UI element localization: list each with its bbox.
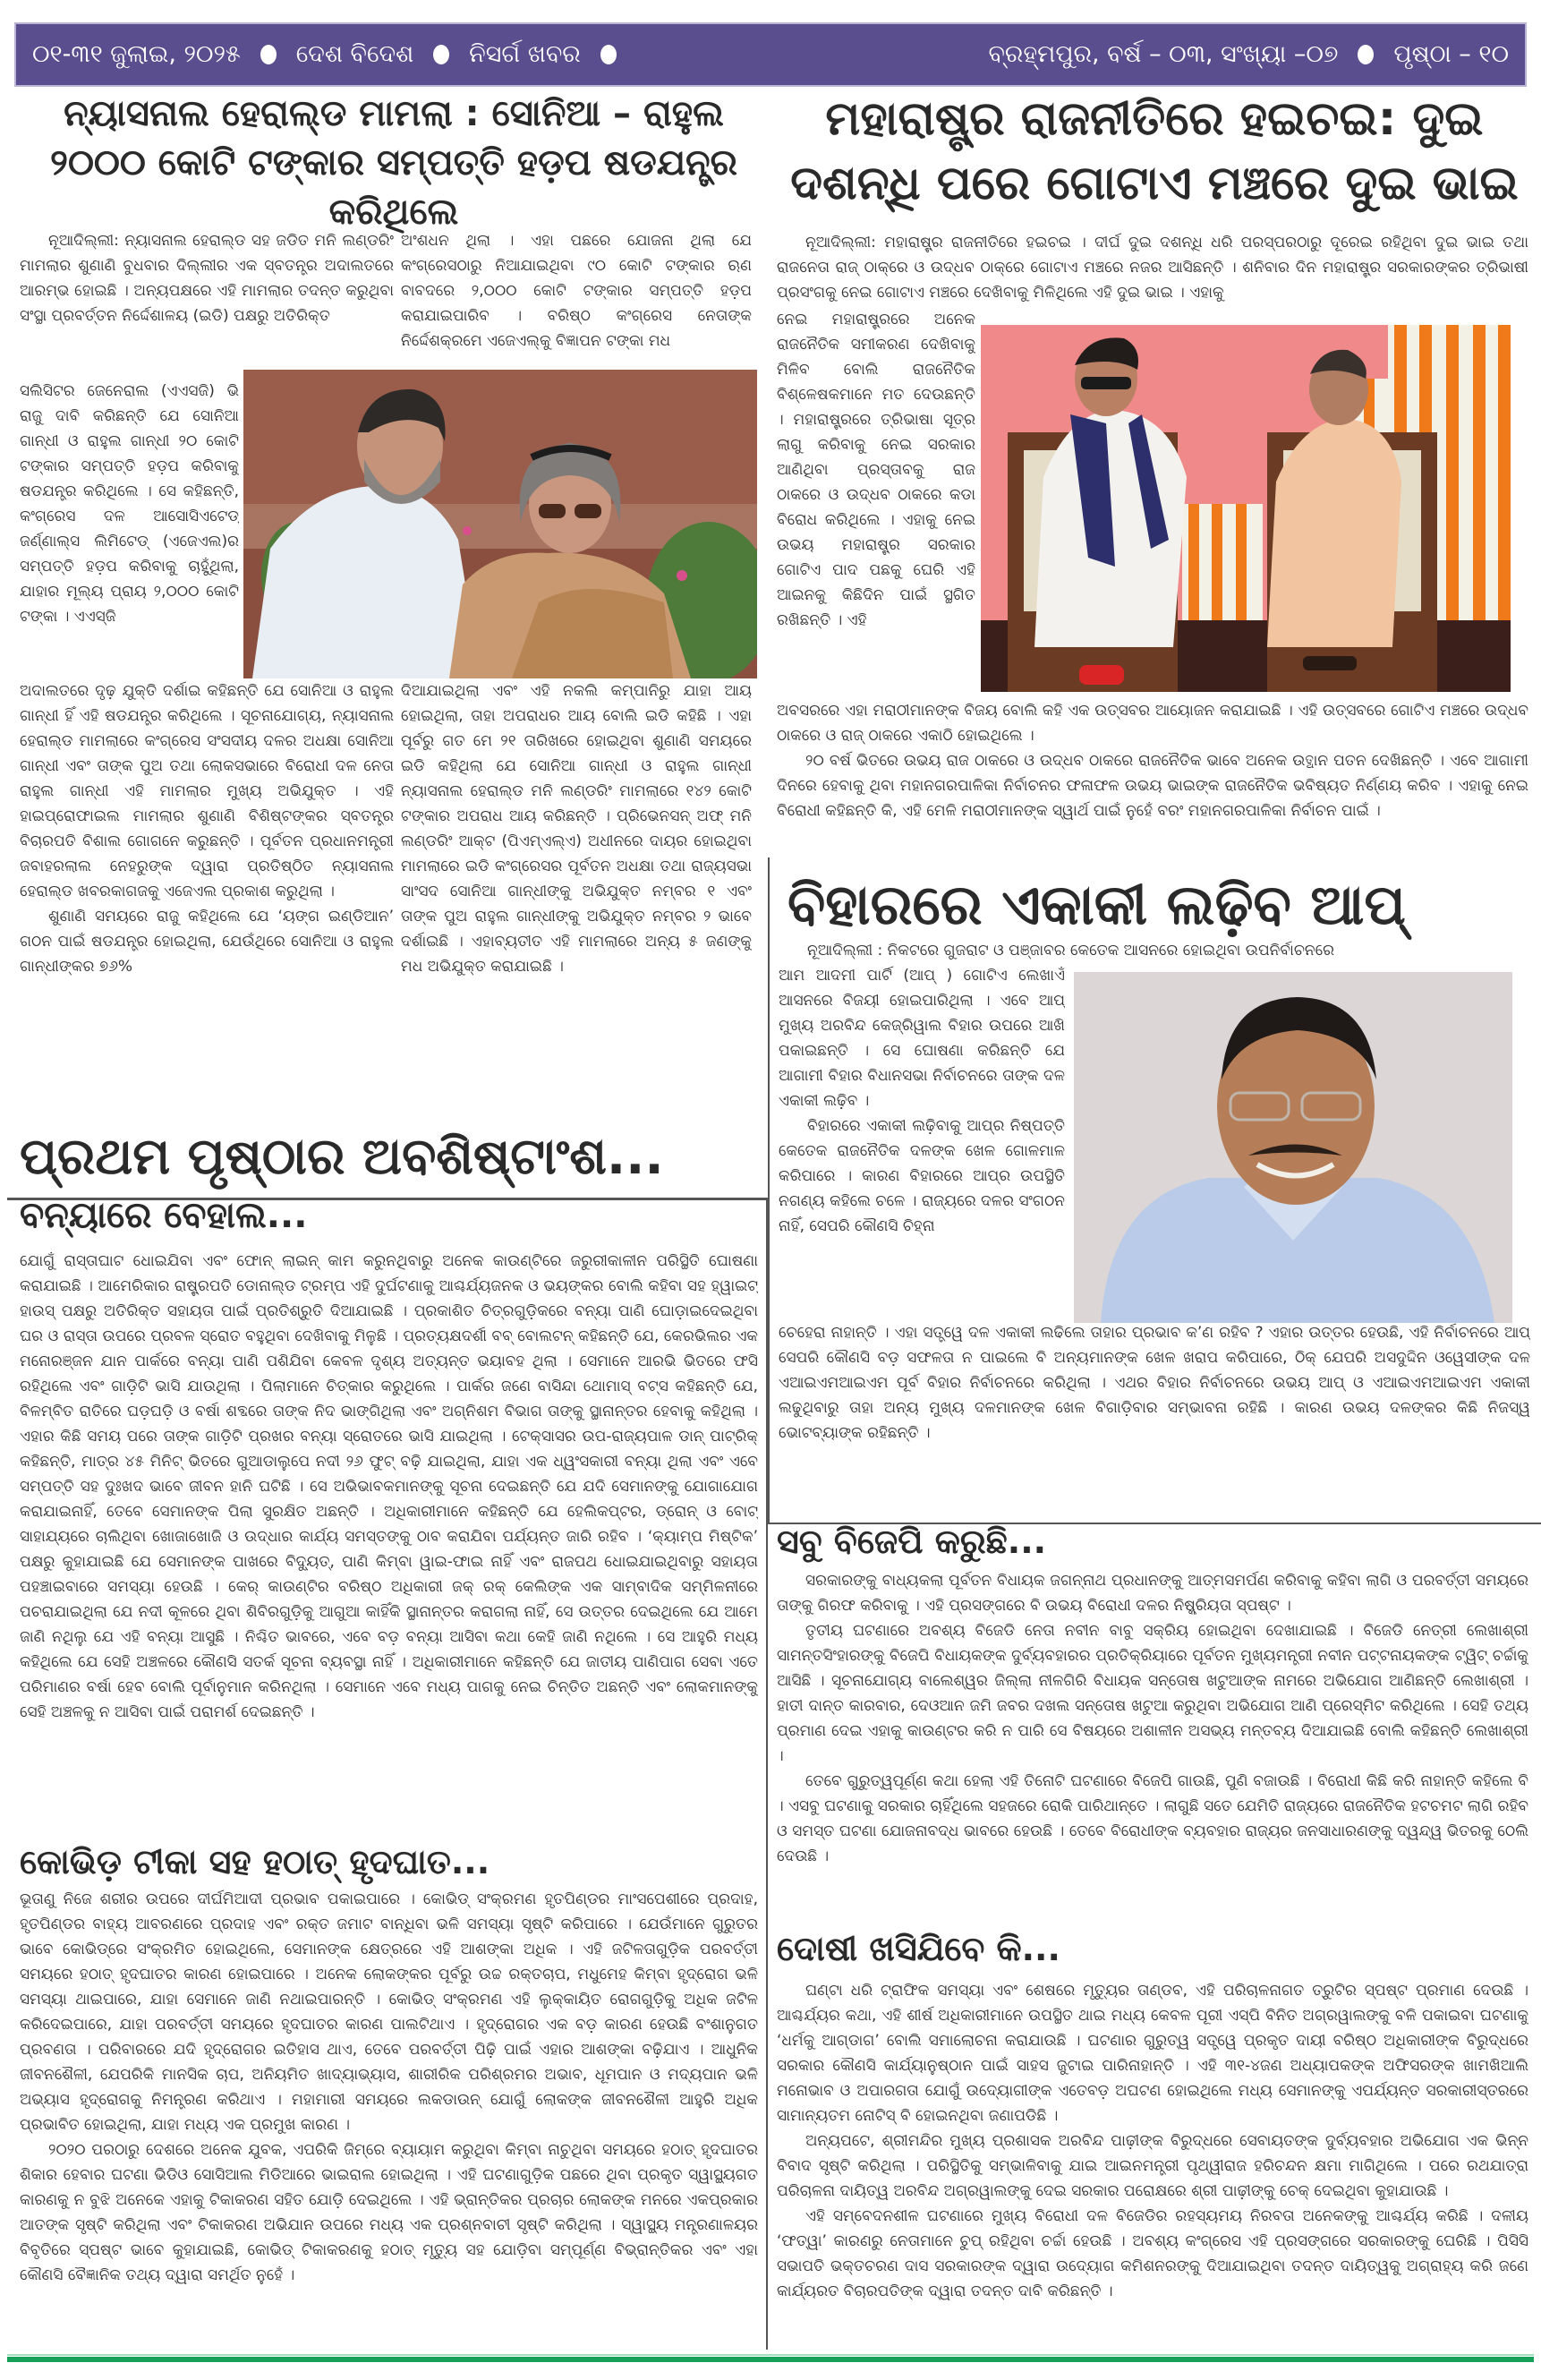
article-paragraph: ଘଣ୍ଟା ଧରି ଟ୍ରାଫିକ ସମସ୍ୟା ଏବଂ ଶେଷରେ ମୃତ୍ୟୁର ତାଣ୍ଡବ, ଏହି ପରିଚାଳନାଗତ ତ୍ରୁଟିର ସ୍ପଷ୍ଟ ପ୍ରମାଣ ଦେଉଛି । ଆଶ୍ଚର୍ଯ୍ୟର କଥା, ଏହି ଶୀର୍ଷ ଅଧିକାରୀମାନେ ଉପସ୍ଥିତ ଥାଇ ମଧ୍ୟ କେବଳ ପୂରୀ ଏସ୍‌ପି ବିନିତ ଅଗ୍ରୱାଲଙ୍କୁ ବଳି ପକାଇବା ଘଟଣାକୁ ‘ଧର୍ମକୁ ଆଗ୍‌ଡାଗ’ ବୋଲି ସମାଲୋଚନା କରାଯାଉଛି । ଘଟଣାର ଗୁରୁତ୍ୱ ସତ୍ତ୍ୱେ ପ୍ରକୃତ ଦାୟୀ ବରିଷ୍ଠ ଅଧିକାରୀଙ୍କ ବିରୁଦ୍ଧରେ ସରକାର କୌଣସି କାର୍ଯ୍ୟାନୁଷ୍ଠାନ ପାଇଁ ସାହସ ଜୁଟାଇ ପାରିନାହାନ୍ତି । ଏହି ୩୧-୪ଜଣ ଅଧ୍ୟାପକଙ୍କ ଅଫିସରଙ୍କ ଖାମଖିଆଲି ମନୋଭାବ ଓ ଅପାରଗତା ଯୋଗୁଁ ଉଦ୍ୟୋଗୀଙ୍କ ଏତେବଡ଼ ଅଘଟଣ ହୋଇଥିଲେ ମଧ୍ୟ ସେମାନଙ୍କୁ ଏପର୍ଯ୍ୟନ୍ତ ସରକାରୀସ୍ତରରେ ସାମାନ୍ୟତମ ନୋଟିସ୍ ବି ହୋଇନଥିବା ଜଣାପଡିଛି । [777, 1982, 1528, 2125]
article-paragraph: ୨୦ ବର୍ଷ ଭିତରେ ଉଭୟ ରାଜ ଠାକରେ ଓ ଉଦ୍ଧବ ଠାକରେ ରାଜନୈତିକ ଭାବେ ଅନେକ ଉତ୍ଥାନ ପତନ ଦେଖିଛନ୍ତି । ଏବେ ଆଗାମୀ ଦିନରେ ହେବାକୁ ଥିବା ମହାନଗରପାଳିକା ନିର୍ବାଚନର ଫଳାଫଳ ଉଭୟ ଭାଇଙ୍କ ରାଜନୈତିକ ଭବିଷ୍ୟତ ନିର୍ଣ୍ଣୟ କରିବ । ଏହାକୁ ନେଇ ବିରୋଧୀ କହିଛନ୍ତି କି, ଏହି ମେଳି ମରାଠୀମାନଙ୍କ ସ୍ୱାର୍ଥ ପାଇଁ ନୁହେଁ ବରଂ ମହାନଗରପାଳିକା ନିର୍ବାଚନ ପାଇଁ । [777, 752, 1528, 820]
national-herald-col2-bottom [401, 678, 752, 1117]
masthead-bar [14, 22, 1527, 87]
place-volume-issue: ବ୍ରହ୍ମପୁର, ବର୍ଷ – ୦୩, ସଂଖ୍ୟା –୦୭ [988, 40, 1339, 68]
article-paragraph: ଅବସରରେ ଏହା ମରାଠୀମାନଙ୍କ ବିଜୟ ବୋଲି କହି ଏକ ଉତ୍ସବର ଆୟୋଜନ କରାଯାଇଛି । ଏହି ଉତ୍ସବରେ ଗୋଟିଏ ମଞ୍ଚରେ ଉଦ୍ଧବ ଠାକରେ ଓ ରାଜ୍ ଠାକରେ ଏକାଠି ହୋଇଥିଲେ । [777, 702, 1528, 745]
bjp-title: ସବୁ ବିଜେପି କରୁଛି... [777, 1522, 1047, 1561]
bihar-headline: ବିହାରରେ ଏକାକୀ ଲଢ଼ିବ ଆପ୍ [788, 872, 1406, 937]
article-paragraph: ୨୦୨୦ ପରଠାରୁ ଦେଶରେ ଅନେକ ଯୁବକ, ଏପରିକି ଜିମ୍‌ରେ ବ୍ୟାୟାମ କରୁଥିବା କିମ୍ବା ନାଚୁଥିବା ସମୟରେ ହଠାତ୍ ହୃଦଘାତର ଶିକାର ହେବାର ଘଟଣା ଭିଡିଓ ସୋସିଆଲ ମିଡିଆରେ ଭାଇରାଲ ହୋଇଥିଲା । ଏହି ଘଟଣାଗୁଡ଼ିକ ପଛରେ ଥିବା ପ୍ରକୃତ ସ୍ୱାସ୍ଥ୍ୟଗତ କାରଣକୁ ନ ବୁଝି ଅନେକେ ଏହାକୁ ଟିକାକରଣ ସହିତ ଯୋଡ଼ି ଦେଇଥିଲେ । ଏହି ଭ୍ରାନ୍ତିକର ପ୍ରଚାର ଲୋକଙ୍କ ମନରେ ଏକପ୍ରକାର ଆତଙ୍କ ସୃଷ୍ଟି କରିଥିଲା ଏବଂ ଟିକାକରଣ ଅଭିଯାନ ଉପରେ ମଧ୍ୟ ଏକ ପ୍ରଶ୍ନବାଚୀ ସୃଷ୍ଟି କରିଥିଲା । ସ୍ୱାସ୍ଥ୍ୟ ମନ୍ତ୍ରଣାଳୟର ବିବୃତିରେ ସ୍ପଷ୍ଟ ଭାବେ କୁହାଯାଇଛି, କୋଭିଡ୍ ଟିକାକରଣକୁ ହଠାତ୍ ମୃତ୍ୟୁ ସହ ଯୋଡ଼ିବା ସମ୍ପୂର୍ଣ୍ଣ ବିଭ୍ରାନ୍ତିକର ଏବଂ ଏହା କୌଣସି ବୈଜ୍ଞାନିକ ତଥ୍ୟ ଦ୍ୱାରା ସମର୍ଥିତ ନୁହେଁ । [20, 2141, 758, 2284]
doshi-title: ଦୋଷୀ ଖସିଯିବେ କି... [777, 1929, 1060, 1968]
national-herald-col1-top [20, 228, 394, 380]
article-paragraph: ଅନ୍ୟପଟେ, ଶ୍ରୀମନ୍ଦିର ମୁଖ୍ୟ ପ୍ରଶାସକ ଅରବିନ୍ଦ ପାଢ଼ୀଙ୍କ ବିରୁଦ୍ଧରେ ସେବାୟତଙ୍କ ଦୁର୍ବ୍ୟବହାର ଅଭିଯୋଗ ଏକ ଭିନ୍ନ ବିବାଦ ସୃଷ୍ଟି କରିଥିଲା । ପରିସ୍ଥିତିକୁ ସମ୍ଭାଳିବାକୁ ଯାଇ ଆଇନମନ୍ତ୍ରୀ ପୃଥ୍ୱୀରାଜ ହରିଚନ୍ଦନ କ୍ଷମା ମାଗିଥିଲେ । ପରେ ରଥଯାତ୍ରା ପରିଚାଳନା ଦାୟିତ୍ୱ ଅରବିନ୍ଦ ଅଗ୍ରୱାଲଙ୍କୁ ଦେଇ ସରକାର ପରୋକ୍ଷରେ ଶ୍ରୀ ପାଢ଼ୀଙ୍କୁ ଚେକ୍ ଦେଇଥିବା କୁହାଯାଉଛି । [777, 2132, 1528, 2200]
article-paragraph: ନୂଆଦିଲ୍ଲୀ: ମହାରାଷ୍ଟ୍ର ରାଜନୀତିରେ ହଇଚଇ । ଦୀର୍ଘ ଦୁଇ ଦଶନ୍ଧି ଧରି ପରସ୍ପରଠାରୁ ଦୂରେଇ ରହିଥିବା ଦୁଇ ଭାଇ ତଥା ରାଜନେତା ରାଜ୍ ଠାକ୍‌ରେ ଓ ଉଦ୍ଧବ ଠାକ୍‌ରେ ଗୋଟାଏ ମଞ୍ଚରେ ନଜର ଆସିଛନ୍ତି । ଶନିବାର ଦିନ ମହାରାଷ୍ଟ୍ର ସରକାରଙ୍କର ତ୍ରିଭାଷୀ ପ୍ରସଂଗକୁ ନେଇ ଗୋଟାଏ ମଞ୍ଚରେ ଦେଖିବାକୁ ମିଳିଥିଲେ ଏହି ଦୁଇ ଭାଇ । ଏହାକୁ [777, 234, 1528, 302]
article-paragraph: ନୂଆଦିଲ୍ଲୀ: ନ୍ୟାସନାଲ ହେରାଲ୍ଡ ସହ ଜଡିତ ମନି ଲଣ୍ଡରିଂ ମାମଲାର ଶୁଣାଣି ବୁଧବାର ଦିଲ୍ଲୀର ଏକ ସ୍ବତନ୍ତ୍ର ଅଦାଲତରେ ଆରମ୍ଭ ହୋଇଛି । ଅନ୍ୟପକ୍ଷରେ ଏହି ମାମଲାର ତଦନ୍ତ କରୁଥିବା ସଂସ୍ଥା ପ୍ରବର୍ତ୍ତନ ନିର୍ଦ୍ଦେଶାଳୟ (ଇଡି) ପକ୍ଷରୁ ଅତିରିକ୍ତ [20, 232, 394, 325]
flood-body [20, 1249, 758, 1830]
article-paragraph: ଦିଆଯାଇଥିଲା ଏବଂ ଏହି ନକଲି କମ୍ପାନିରୁ ଯାହା ଆୟ ହୋଇଥିଲା, ତାହା ଅପରାଧର ଆୟ ବୋଲି ଇଡି କହିଛି । ଏହା ପୂର୍ବରୁ ଗତ ମେ ୨୧ ତାରିଖରେ ହୋଇଥିବା ଶୁଣାଣି ସମୟରେ ଇଡି କହିଥିଲା ଯେ ସୋନିଆ ଗାନ୍ଧୀ ଓ ରାହୁଲ ଗାନ୍ଧୀ ନ୍ୟାସନାଲ ହେରାଲ୍ଡ ମନି ଲଣ୍ଡରିଂ ମାମଲାରେ ୧୪୨ କୋଟି ଟଙ୍କାର ଅପରାଧ ଆୟ କରିଛନ୍ତି । ପ୍ରିଭେନସନ୍ ଅଫ୍ ମନି ଲଣ୍ଡରିଂ ଆକ୍ଟ (ପିଏମ୍‌ଏଲ୍‌ଏ) ଅଧୀନରେ ଦାୟର ହୋଇଥିବା ମାମଲାରେ ଇଡି କଂଗ୍ରେସର ପୂର୍ବତନ ଅଧକ୍ଷା ତଥା ରାଜ୍ୟସଭା ସାଂସଦ ସୋନିଆ ଗାନ୍ଧୀଙ୍କୁ ଅଭିଯୁକ୍ତ ନମ୍ବର ୧ ଏବଂ ତାଙ୍କ ପୁଅ ରାହୁଲ ଗାନ୍ଧୀଙ୍କୁ ଅଭିଯୁକ୍ତ ନମ୍ବର ୨ ଭାବେ ଦର୍ଶାଇଛି । ଏହାବ୍ୟତୀତ ଏହି ମାମଲାରେ ଅନ୍ୟ ୫ ଜଣଙ୍କୁ ମଧ ଅଭିଯୁକ୍ତ କରାଯାଇଛି । [401, 682, 752, 976]
kejriwal-photo-image [1074, 972, 1512, 1323]
section-label-desh-videsh: ଦେଶ ବିଦେଶ [295, 40, 414, 68]
article-paragraph: ଅଂଶଧନ ଥିଲା । ଏହା ପଛରେ ଯୋଜନା ଥିଲା ଯେ କଂଗ୍ରେସଠାରୁ ନିଆଯାଇଥିବା ୯୦ କୋଟି ଟଙ୍କାର ଋଣ ବାବଦରେ ୨,୦୦୦ କୋଟି ଟଙ୍କାର ସମ୍ପତ୍ତି ହଡ଼ପ କରାଯାଇପାରିବ । ବରିଷ୍ଠ କଂଗ୍ରେସ ନେତାଙ୍କ ନିର୍ଦ୍ଦେଶକ୍ରମେ ଏଜେଏଲ୍‌କୁ ବିଜ୍ଞାପନ ଟଙ୍କା ମଧ [401, 232, 752, 350]
publication-name: ନିସର୍ଗ ଖବର [469, 40, 581, 68]
bullet-dot-icon [600, 45, 617, 64]
flood-title: ବନ୍ୟାରେ ବେହାଲ... [20, 1195, 308, 1236]
covid-body [20, 1887, 758, 2348]
article-paragraph: ଯୋଗୁଁ ରାସ୍ତାଘାଟ ଧୋଇଯିବା ଏବଂ ଫୋନ୍ ଲାଇନ୍ କାମ କରୁନଥିବାରୁ ଅନେକ କାଉଣ୍ଟିରେ ଜରୁରୀକାଳୀନ ପରିସ୍ଥିତି ଘୋଷଣା କରାଯାଇଛି । ଆମେରିକାର ରାଷ୍ଟ୍ରପତି ଡୋନାଲ୍ଡ ଟ୍ରମ୍ପ ଏହି ଦୁର୍ଘଟଣାକୁ ଆଶ୍ଚର୍ଯ୍ୟଜନକ ଓ ଭୟଙ୍କର ବୋଲି କହିବା ସହ ହ୍ୱାଇଟ୍ ହାଉସ୍ ପକ୍ଷରୁ ଅତିରିକ୍ତ ସହାୟତା ପାଇଁ ପ୍ରତିଶ୍ରୁତି ଦିଆଯାଇଛି । ପ୍ରକାଶିତ ଚିତ୍ରଗୁଡ଼ିକରେ ବନ୍ୟା ପାଣି ଘୋଡ଼ାଇଦେଇଥିବା ଘର ଓ ରାସ୍ତା ଉପରେ ପ୍ରବଳ ସ୍ରୋତ ବହୁଥିବା ଦେଖିବାକୁ ମିଳୁଛି । ପ୍ରତ୍ୟକ୍ଷଦର୍ଶୀ ବବ୍ ବୋଲଟନ୍ କହିଛନ୍ତି ଯେ, କେରଭିଲର ଏକ ମନୋରଞ୍ଜନ ଯାନ ପାର୍କରେ ବନ୍ୟା ପାଣି ପଶିଯିବା କେବଳ ଦୃଶ୍ୟ ଅତ୍ୟନ୍ତ ଭୟାବହ ଥିଲା । ସେମାନେ ଆରଭି ଭିତରେ ଫସି ରହିଥିଲେ ଏବଂ ଗାଡ଼ିଟି ଭାସି ଯାଉଥିଲା । ପିଲାମାନେ ଚିତ୍କାର କରୁଥିଲେ । ପାର୍କର ଜଣେ ବାସିନ୍ଦା ଥୋମାସ୍ ବଟ୍ସ କହିଛନ୍ତି ଯେ, ବିଳମ୍ବିତ ରାତିରେ ଘଡ଼ଘଡ଼ି ଓ ବର୍ଷା ଶବ୍ଦରେ ତାଙ୍କ ନିଦ ଭାଙ୍ଗିଥିଲା ଏବଂ ଅଗ୍ନିଶମ ବିଭାଗ ତାଙ୍କୁ ସ୍ଥାନାନ୍ତର ହେବାକୁ କହିଥିଲା । ଏହାର କିଛି ସମୟ ପରେ ତାଙ୍କ ଗାଡ଼ିଟି ପ୍ରଖର ବନ୍ୟା ସ୍ରୋତରେ ଭାସି ଯାଇଥିଲା । ଟେକ୍ସାସର ଉପ-ରାଜ୍ୟପାଳ ଡାନ୍ ପାଟ୍ରିକ୍ କହିଛନ୍ତି, ମାତ୍ର ୪୫ ମିନିଟ୍ ଭିତରେ ଗୁଆଡାଲୁପେ ନଦୀ ୨୬ ଫୁଟ୍ ବଢ଼ି ଯାଇଥିଲା, ଯାହା ଏକ ଧ୍ୱଂସକାରୀ ବନ୍ୟା ଥିଲା ଏବଂ ଏବେ ସମ୍ପତ୍ତି ସହ ଦୁଃଖଦ ଭାବେ ଜୀବନ ହାନି ଘଟିଛି । ସେ ଅଭିଭାବକମାନଙ୍କୁ ସୂଚନା ଦେଇଛନ୍ତି ଯେ ଯଦି ସେମାନଙ୍କୁ ଯୋଗାଯୋଗ କରାଯାଇନାହିଁ, ତେବେ ସେମାନଙ୍କ ପିଲା ସୁରକ୍ଷିତ ଅଛନ୍ତି । ଅଧିକାରୀମାନେ କହିଛନ୍ତି ଯେ ହେଲିକପ୍ଟର, ଡ୍ରୋନ୍ ଓ ବୋଟ୍ ସାହାଯ୍ୟରେ ଚାଲିଥିବା ଖୋଜାଖୋଜି ଓ ଉଦ୍ଧାର କାର୍ଯ୍ୟ ସମସ୍ତଙ୍କୁ ଠାବ କରାଯିବା ପର୍ଯ୍ୟନ୍ତ ଜାରି ରହିବ । ‘କ୍ୟାମ୍ପ ମିଷ୍ଟିକ’ ପକ୍ଷରୁ କୁହାଯାଇଛି ଯେ ସେମାନଙ୍କ ପାଖରେ ବିଦ୍ୟୁତ୍, ପାଣି କିମ୍ବା ୱାଇ-ଫାଇ ନାହିଁ ଏବଂ ରାଜପଥ ଧୋଇଯାଇଥିବାରୁ ସହାୟତା ପହଞ୍ଚାଇବାରେ ସମସ୍ୟା ହେଉଛି । କେର୍ କାଉଣ୍ଟିର ବରିଷ୍ଠ ଅଧିକାରୀ ଜକ୍ ରକ୍ କେଲିଙ୍କ ଏକ ସାମ୍ବାଦିକ ସମ୍ମିଳନୀରେ ପଚରାଯାଇଥିଲା ଯେ ନଦୀ କୂଳରେ ଥିବା ଶିବିରଗୁଡ଼ିକୁ ଆଗୁଆ କାହିଁକି ସ୍ଥାନାନ୍ତର କରାଗଲା ନାହିଁ, ସେ ଉତ୍ତର ଦେଇଥିଲେ ଯେ ଆମେ ଜାଣି ନଥିଲୁ ଯେ ଏହି ବନ୍ୟା ଆସୁଛି । ନିଶ୍ଚିତ ଭାବରେ, ଏବେ ବଡ଼ ବନ୍ୟା ଆସିବା କଥା କେହି ଜାଣି ନଥିଲେ । ସେ ଆହୁରି ମଧ୍ୟ କହିଥିଲେ ଯେ ସେହି ଅଞ୍ଚଳରେ କୌଣସି ସତର୍କ ସୂଚନା ବ୍ୟବସ୍ଥା ନାହିଁ । ଅଧିକାରୀମାନେ କହିଛନ୍ତି ଯେ ଜାତୀୟ ପାଣିପାଗ ସେବା ଏତେ ପରିମାଣର ବର୍ଷା ହେବ ବୋଲି ପୂର୍ବାନୁମାନ କରିନଥିଲା । ସେମାନେ ଏବେ ମଧ୍ୟ ପାଗକୁ ନେଇ ଚିନ୍ତିତ ଅଛନ୍ତି ଏବଂ ଲୋକମାନଙ୍କୁ ସେହି ଅଞ୍ଚଳକୁ ନ ଆସିବା ପାଇଁ ପରାମର୍ଶ ଦେଇଛନ୍ତି । [20, 1252, 758, 1721]
doshi-body [777, 1978, 1528, 2350]
headline-line: ୨୦୦୦ କୋଟି ଟଙ୍କାର ସମ୍ପତ୍ତି ହଡ଼ପ ଷଡଯନ୍ତ୍ର କରିଥିଲେ [50, 142, 737, 234]
article-paragraph: ସଲିସିଟର ଜେନେରାଲ (ଏଏସଜି) ଭି ରାଜୁ ଦାବି କରିଛନ୍ତି ଯେ ସୋନିଆ ଗାନ୍ଧୀ ଓ ରାହୁଲ ଗାନ୍ଧୀ ୨୦ କୋଟି ଟଙ୍କାର ସମ୍ପତ୍ତି ହଡ଼ପ କରିବାକୁ ଷଡଯନ୍ତ୍ର କରିଥିଲେ । ସେ କହିଛନ୍ତି, କଂଗ୍ରେସ ଦଳ ଆସୋସିଏଟେଡ୍ ଜର୍ଣ୍ଣାଲ୍ସ ଲିମିଟେଡ୍ (ଏଜେଏଲ)ର ସମ୍ପତ୍ତି ହଡ଼ପ କରିବାକୁ ଚାହୁଁଥିଲା, ଯାହାର ମୂଲ୍ୟ ପ୍ରାୟ ୨,୦୦୦ କୋଟି ଟଙ୍କା । ଏଏସ୍‌ଜି [20, 382, 239, 626]
footer-highlight-line [7, 2354, 1534, 2356]
national-herald-col2-top [401, 228, 752, 363]
bullet-dot-icon [260, 45, 277, 64]
rahul-sonia-photo-image [243, 370, 757, 678]
article-paragraph: ଭୂତାଣୁ ନିଜେ ଶରୀର ଉପରେ ଦୀର୍ଘମିଆଦୀ ପ୍ରଭାବ ପକାଇପାରେ । କୋଭିଡ୍ ସଂକ୍ରମଣ ହୃତପିଣ୍ଡର ମାଂସପେଶୀରେ ପ୍ରଦାହ, ହୃତପିଣ୍ଡର ବାହ୍ୟ ଆବରଣରେ ପ୍ରଦାହ ଏବଂ ରକ୍ତ ଜମାଟ ବାନ୍ଧିବା ଭଳି ସମସ୍ୟା ସୃଷ୍ଟି କରିପାରେ । ଯେଉଁମାନେ ଗୁରୁତର ଭାବେ କୋଭିଡ୍‌ରେ ସଂକ୍ରମିତ ହୋଇଥିଲେ, ସେମାନଙ୍କ କ୍ଷେତ୍ରରେ ଏହି ଆଶଙ୍କା ଅଧିକ । ଏହି ଜଟିଳତାଗୁଡ଼ିକ ପରବର୍ତ୍ତୀ ସମୟରେ ହଠାତ୍ ହୃଦଘାତର କାରଣ ହୋଇପାରେ । ଅନେକ ଲୋକଙ୍କର ପୂର୍ବରୁ ଉଚ୍ଚ ରକ୍ତଚାପ, ମଧୁମେହ କିମ୍ବା ହୃଦ୍‌ରୋଗ ଭଳି ସମସ୍ୟା ଥାଇପାରେ, ଯାହା ସେମାନେ ଜାଣି ନଥାଇପାରନ୍ତି । କୋଭିଡ୍ ସଂକ୍ରମଣ ଏହି ଲୁକ୍କାୟିତ ରୋଗଗୁଡ଼ିକୁ ଅଧିକ ଜଟିଳ କରିଦେଇପାରେ, ଯାହା ପରବର୍ତ୍ତୀ ସମୟରେ ହୃଦଘାତର କାରଣ ପାଲଟିଥାଏ । ହୃଦ୍‌ରୋଗର ଏକ ବଡ଼ କାରଣ ହେଉଛି ବଂଶାନୁଗତ ପ୍ରବଣତା । ପରିବାରରେ ଯଦି ହୃଦ୍‌ରୋଗର ଇତିହାସ ଥାଏ, ତେବେ ପରବର୍ତ୍ତୀ ପିଢ଼ି ପାଇଁ ଏହାର ଆଶଙ୍କା ବଢ଼ିଯାଏ । ଆଧୁନିକ ଜୀବନଶୈଳୀ, ଯେପରିକି ମାନସିକ ଚାପ, ଅନିୟମିତ ଖାଦ୍ୟାଭ୍ୟାସ, ଶାରୀରିକ ପରିଶ୍ରମର ଅଭାବ, ଧୂମପାନ ଓ ମଦ୍ୟପାନ ଭଳି ଅଭ୍ୟାସ ହୃଦ୍‌ରୋଗକୁ ନିମନ୍ତ୍ରଣ କରିଥାଏ । ମହାମାରୀ ସମୟରେ ଲକଡାଉନ୍ ଯୋଗୁଁ ଲୋକଙ୍କ ଜୀବନଶୈଳୀ ଆହୁରି ଅଧିକ ପ୍ରଭାବିତ ହୋଇଥିଲା, ଯାହା ମଧ୍ୟ ଏକ ପ୍ରମୁଖ କାରଣ । [20, 1890, 758, 2134]
article-paragraph: ତେବେ ଗୁରୁତ୍ୱପୂର୍ଣ୍ଣ କଥା ହେଲା ଏହି ତିନୋଟି ଘଟଣାରେ ବିଜେପି ଗାଉଛି, ପୁଣି ବଜାଉଛି । ବିରୋଧୀ କିଛି କରି ନାହାନ୍ତି କହିଲେ ବି । ଏସବୁ ଘଟଣାକୁ ସରକାର ଚାହିଁଥିଲେ ସହଜରେ ରୋକି ପାରିଥାନ୍ତେ । ଲାଗୁଛି ସତେ ଯେମିତି ରାଜ୍ୟରେ ରାଜନୈତିକ ହଟଚମଟ ଲାଗି ରହିବ ଓ ସମସ୍ତ ଘଟଣା ଯୋଜନାବଦ୍ଧ ଭାବରେ ହେଉଛି । ତେବେ ବିରୋଧୀଙ୍କ ବ୍ୟବହାର ରାଜ୍ୟର ଜନସାଧାରଣଙ୍କୁ ଦ୍ୱନ୍ଦ୍ୱ ଭିତରକୁ ଠେଲି ଦେଉଛି । [777, 1772, 1528, 1865]
national-herald-headline [36, 90, 752, 238]
rahul-sonia-photo [243, 370, 757, 678]
article-paragraph: ବିହାରରେ ଏକାକୀ ଲଢ଼ିବାକୁ ଆପ୍‌ର ନିଷ୍ପତ୍ତି କେତେକ ରାଜନୈତିକ ଦଳଙ୍କ ଖେଳ ଗୋଳମାଳ କରିପାରେ । କାରଣ ବିହାରରେ ଆପ୍‌ର ଉପସ୍ଥିତି ନଗଣ୍ୟ କହିଲେ ଚଳେ । ରାଜ୍ୟରେ ଦଳର ସଂଗଠନ ନାହିଁ, ସେପରି କୌଣସି ଚିହ୍ନା [779, 1117, 1065, 1235]
article-paragraph: ଏହି ସମ୍ବେଦନଶୀଳ ଘଟଣାରେ ମୁଖ୍ୟ ବିରୋଧୀ ଦଳ ବିଜେଡିର ରହସ୍ୟମୟ ନିରବତା ଅନେକଙ୍କୁ ଆଶ୍ଚର୍ଯ୍ୟ କରିଛି । ଦଳୀୟ ‘ଫତ୍ୱା’ କାରଣରୁ ନେତାମାନେ ଚୁପ୍ ରହିଥିବା ଚର୍ଚ୍ଚା ହେଉଛି । ଅବଶ୍ୟ କଂଗ୍ରେସ ଏହି ପ୍ରସଙ୍ଗରେ ସରକାରଙ୍କୁ ଘେରିଛି । ପିସିସି ସଭାପତି ଭକ୍ତଚରଣ ଦାସ ସରକାରଙ୍କ ଦ୍ୱାରା ଉଦ୍ୟୋଗ କମିଶନରଙ୍କୁ ଦିଆଯାଇଥିବା ତଦନ୍ତ ଦାୟିତ୍ୱକୁ ଅଗ୍ରାହ୍ୟ କରି ଜଣେ କାର୍ଯ୍ୟରତ ବିଚାରପତିଙ୍କ ଦ୍ୱାରା ତଦନ୍ତ ଦାବି କରିଛନ୍ତି । [777, 2207, 1528, 2300]
national-herald-col1-wrap [20, 379, 239, 683]
maharashtra-after [777, 698, 1528, 855]
headline-line: ମହାରାଷ୍ଟ୍ର ରାଜନୀତିରେ ହଇଚଇ: ଦୁଇ [825, 92, 1484, 146]
article-paragraph: ଶୁଣାଣି ସମୟରେ ରାଜୁ କହିଥିଲେ ଯେ ‘ୟଙ୍ଗ ଇଣ୍ଡିଆନ’ ଗଠନ ପାଇଁ ଷଡଯନ୍ତ୍ର ହୋଇଥିଲା, ଯେଉଁଥିରେ ସୋନିଆ ଓ ରାହୁଲ ଗାନ୍ଧୀଙ୍କର ୭୬% [20, 908, 394, 976]
thackeray-brothers-photo [981, 325, 1511, 692]
article-paragraph: ଚେହେରା ନାହାନ୍ତି । ଏହା ସତ୍ତ୍ୱେ ଦଳ ଏକାକୀ ଲଢିଲେ ତାହାର ପ୍ରଭାବ କ’ଣ ରହିବ ? ଏହାର ଉତ୍ତର ହେଉଛି, ଏହି ନିର୍ବାଚନରେ ଆପ୍ ସେପରି କୌଣସି ବଡ଼ ସଫଳତା ନ ପାଇଲେ ବି ଅନ୍ୟମାନଙ୍କ ଖେଳ ଖରାପ କରିପାରେ, ଠିକ୍ ଯେପରି ଅସଦୁଦ୍ଦିନ ଓୱେସୀଙ୍କ ଦଳ ଏଆଇଏମଆଇଏମ ପୂର୍ବ ବିହାର ନିର୍ବାଚନରେ କରିଥିଲା । ଏଥର ବିହାର ନିର୍ବାଚନରେ ଉଭୟ ଆପ୍ ଓ ଏଆଇଏମଆଇଏମ ଏକାକୀ ଲଢୁଥିବାରୁ ତାହା ଅନ୍ୟ ମୁଖ୍ୟ ଦଳମାନଙ୍କ ଖେଳ ବିଗାଡ଼ିବାର ସମ୍ଭାବନା ରହିଛି । କାରଣ ଉଭୟ ଦଳଙ୍କର କିଛି ନିଜସ୍ୱ ଭୋଟବ୍ୟାଙ୍କ ରହିଛନ୍ତି । [779, 1324, 1530, 1442]
article-paragraph: ତୃତୀୟ ଘଟଣାରେ ଅବଶ୍ୟ ବିଜେଡି ନେତା ନବୀନ ବାବୁ ସକ୍ରିୟ ହୋଇଥିବା ଦେଖାଯାଇଛି । ବିଜେଡି ନେତ୍ରୀ ଲେଖାଶ୍ରୀ ସାମନ୍ତସିଂହାରଙ୍କୁ ବିଜେପି ବିଧାୟକଙ୍କ ଦୁର୍ବ୍ୟବହାରର ପ୍ରତିକ୍ରିୟାରେ ପୂର୍ବତନ ମୁଖ୍ୟମନ୍ତ୍ରୀ ନବୀନ ପଟ୍ଟନାୟକଙ୍କ ଟ୍ୱିଟ୍ ଚର୍ଚ୍ଚାକୁ ଆସିଛି । ସୂଚନାଯୋଗ୍ୟ ବାଲେଶ୍ୱର ଜିଲ୍ଲା ନୀଳଗିରି ବିଧାୟକ ସନ୍ତୋଷ ଖଟୁଆଙ୍କ ନାମରେ ଅଭିଯୋଗ ଆଣିଛନ୍ତି ଲେଖାଶ୍ରୀ । ହାତୀ ଦାନ୍ତ କାରବାର, ଦେଓଆନ ଜମି ଜବର ଦଖଲ ସନ୍ତୋଷ ଖଟୁଆ କରୁଥିବା ଅଭିଯୋଗ ଆଣି ପ୍ରେସ୍‌ମିଟ କରିଥିଲେ । ସେହି ତଥ୍ୟ ପ୍ରମାଣ ଦେଇ ଏହାକୁ କାଉଣ୍ଟର କରି ନ ପାରି ସେ ବିଷୟରେ ଅଶାଳୀନ ଅସଭ୍ୟ ମନ୍ତବ୍ୟ ଦିଆଯାଇଛି ବୋଲି କହିଛନ୍ତି ଲେଖାଶ୍ରୀ । [777, 1622, 1528, 1765]
article-paragraph: ଆମ ଆଦମୀ ପାର୍ଟି (ଆପ୍ ) ଗୋଟିଏ ଲେଖାଏଁ ଆସନରେ ବିଜୟୀ ହୋଇପାରିଥିଲା । ଏବେ ଆପ୍ ମୁଖ୍ୟ ଅରବିନ୍ଦ କେଜ୍ରିୱାଲ ବିହାର ଉପରେ ଆଖି ପକାଇଛନ୍ତି । ସେ ଘୋଷଣା କରିଛନ୍ତି ଯେ ଆଗାମୀ ବିହାର ବିଧାନସଭା ନିର୍ବାଚନରେ ତାଙ୍କ ଦଳ ଏକାକୀ ଲଢ଼ିବ । [779, 967, 1065, 1110]
article-paragraph: ଅଦାଲତରେ ଦୃଢ଼ ଯୁକ୍ତି ଦର୍ଶାଇ କହିଛନ୍ତି ଯେ ସୋନିଆ ଓ ରାହୁଲ ଗାନ୍ଧୀ ହିଁ ଏହି ଷଡଯନ୍ତ୍ର କରିଥିଲେ । ସୂଚନାଯୋଗ୍ୟ, ନ୍ୟାସନାଲ ହେରାଲ୍ଡ ମାମଲାରେ କଂଗ୍ରେସ ସଂସଦୀୟ ଦଳର ଅଧକ୍ଷା ସୋନିଆ ଗାନ୍ଧୀ ଏବଂ ତାଙ୍କ ପୁଅ ତଥା ଲୋକସଭାରେ ବିରୋଧୀ ଦଳ ନେତା ରାହୁଲ ଗାନ୍ଧୀ ଏହି ମାମଲାର ମୁଖ୍ୟ ଅଭିଯୁକ୍ତ । ଏହି ହାଇପ୍ରୋଫାଇଲ ମାମଲାର ଶୁଣାଣି ବିଶିଷ୍ଟଙ୍କର ସ୍ବତନ୍ତ୍ର ବିଚାରପତି ବିଶାଲ ଗୋଗନେ କରୁଛନ୍ତି । ପୂର୍ବତନ ପ୍ରଧାନମନ୍ତ୍ରୀ ଜବାହରଲାଲ ନେହରୁଙ୍କ ଦ୍ୱାରା ପ୍ରତିଷ୍ଠିତ ନ୍ୟାସନାଲ ହେରାଲ୍ଡ ଖବରକାଗଜକୁ ଏଜେଏଲ ପ୍ରକାଶ କରୁଥିଲା । [20, 682, 394, 900]
footer-bar [7, 2357, 1534, 2362]
issue-date: ୦୧-୩୧ ଜୁଲାଇ, ୨୦୨୫ [32, 40, 241, 68]
bihar-after [779, 1320, 1530, 1519]
page-number: ପୃଷ୍ଠା – ୧୦ [1393, 40, 1509, 68]
bihar-wrap [779, 963, 1065, 1321]
continued-section-title: ପ୍ରଥମ ପୃଷ୍ଠାର ଅବଶିଷ୍ଟାଂଶ... [20, 1128, 664, 1186]
maharashtra-headline [779, 88, 1530, 217]
bullet-dot-icon [433, 45, 449, 64]
article-paragraph: ନୂଆଦିଲ୍ଲୀ : ନିକଟରେ ଗୁଜରାଟ ଓ ପଞ୍ଜାବର କେତେକ ଆସନରେ ହୋଇଥିବା ଉପନିର୍ବାଚନରେ [807, 942, 1335, 960]
maharashtra-wrap [777, 307, 975, 692]
covid-title: କୋଭିଡ଼ ଟୀକା ସହ ହଠାତ୍ ହୃଦଘାତ... [20, 1842, 490, 1881]
article-paragraph: ନେଇ ମହାରାଷ୍ଟ୍ରରେ ଅନେକ ରାଜନୈତିକ ସମୀକରଣ ଦେଖିବାକୁ ମିଳିବ ବୋଲି ରାଜନୈତିକ ବିଶ୍ଳେଷକମାନେ ମତ ଦେଉଛନ୍ତି । ମହାରାଷ୍ଟ୍ରରେ ତ୍ରିଭାଷା ସୂତ୍ର ଲାଗୁ କରିବାକୁ ନେଇ ସରକାର ଆଣିଥିବା ପ୍ରସ୍ତାବକୁ ରାଜ ଠାକରେ ଓ ଉଦ୍ଧବ ଠାକରେ କଡା ବିରୋଧ କରିଥିଲେ । ଏହାକୁ ନେଇ ଉଭୟ ମହାରାଷ୍ଟ୍ର ସରକାର ଗୋଟିଏ ପାଦ ପଛକୁ ଘେରି ଏହି ଆଇନକୁ କିଛିଦିନ ପାଇଁ ସ୍ଥଗିତ ରଖିଛନ୍ତି । ଏହି [777, 311, 975, 629]
bjp-body [777, 1568, 1528, 1922]
article-paragraph: ସରକାରଙ୍କୁ ବାଧ୍ୟକଲା ପୂର୍ବତନ ବିଧାୟକ ଜଗନ୍ନାଥ ପ୍ରଧାନଙ୍କୁ ଆତ୍ମସମର୍ପଣ କରିବାକୁ କହିବା ଲାଗି ଓ ପରବର୍ତ୍ତୀ ସମୟରେ ତାଙ୍କୁ ଗିରଫ କରିବାକୁ । ଏହି ପ୍ରସଙ୍ଗରେ ବି ଉଭୟ ବିରୋଧୀ ଦଳର ନିଷ୍କ୍ରିୟତା ସ୍ପଷ୍ଟ । [777, 1572, 1528, 1615]
bihar-intro [779, 938, 1530, 965]
maharashtra-intro [777, 230, 1528, 309]
column-divider [766, 1198, 768, 2350]
headline-line: ନ୍ୟାସନାଲ ହେରାଲ୍ଡ ମାମଲା : ସୋନିଆ – ରାହୁଲ [64, 93, 724, 134]
national-herald-col1-bottom [20, 678, 394, 1117]
bullet-dot-icon [1358, 45, 1374, 64]
thackeray-brothers-photo-image [981, 325, 1511, 692]
kejriwal-photo [1074, 972, 1512, 1323]
headline-line: ଦଶନ୍ଧି ପରେ ଗୋଟାଏ ମଞ୍ଚରେ ଦୁଇ ଭାଇ [790, 156, 1519, 210]
